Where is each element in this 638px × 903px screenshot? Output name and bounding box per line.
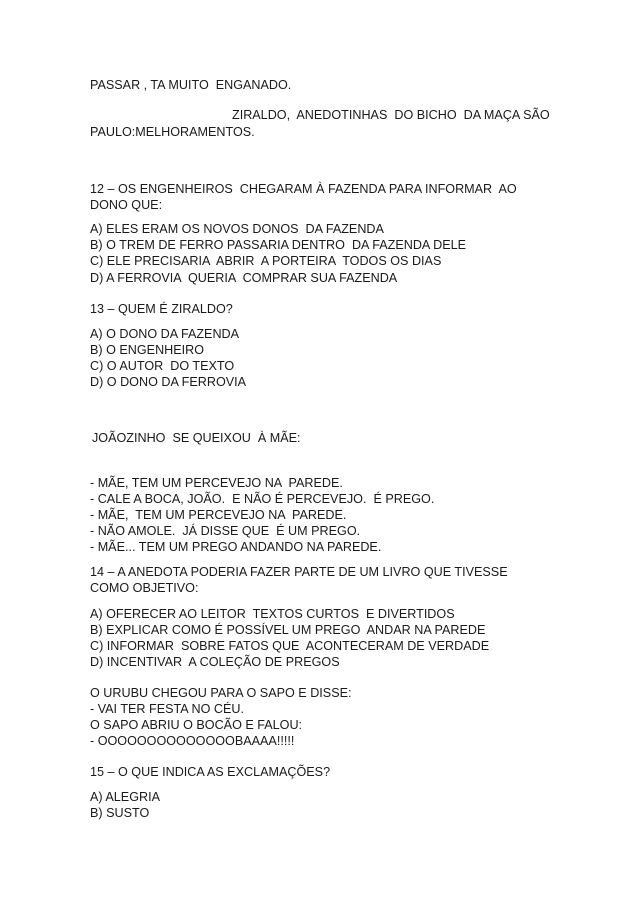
option-c: C) INFORMAR SOBRE FATOS QUE ACONTECERAM DE VERDADE [90,639,490,653]
option-d: D) INCENTIVAR A COLEÇÃO DE PREGOS [90,655,340,669]
option-a: A) O DONO DA FAZENDA [90,327,240,341]
dialogue-line: - MÃE, TEM UM PERCEVEJO NA PAREDE. [90,476,343,490]
joke-line: O URUBU CHEGOU PARA O SAPO E DISSE: [90,686,352,700]
joke-line: O SAPO ABRIU O BOCÃO E FALOU: [90,718,303,732]
question-12: 12 – OS ENGENHEIROS CHEGARAM À FAZENDA PARA INFORMAR AO [90,182,517,196]
joke-line: - VAI TER FESTA NO CÉU. [90,702,244,716]
joke-line: - OOOOOOOOOOOOOOBAAAA!!!!! [90,734,295,748]
dialogue-line: - NÃO AMOLE. JÁ DISSE QUE É UM PREGO. [90,524,361,538]
question-13: 13 – QUEM É ZIRALDO? [90,302,233,316]
question-14: 14 – A ANEDOTA PODERIA FAZER PARTE DE UM LIVRO QUE TIVESSE [90,565,508,579]
citation-line: PAULO:MELHORAMENTOS. [90,125,255,139]
option-b: B) O ENGENHEIRO [90,343,205,357]
question-14-cont: COMO OBJETIVO: [90,581,199,595]
citation-line: ZIRALDO, ANEDOTINHAS DO BICHO DA MAÇA SÃO [232,108,550,122]
option-a: A) OFERECER AO LEITOR TEXTOS CURTOS E DIVERTIDOS [90,607,455,621]
option-d: D) A FERROVIA QUERIA COMPRAR SUA FAZENDA [90,271,398,285]
dialogue-line: - MÃE... TEM UM PREGO ANDANDO NA PAREDE. [90,540,382,554]
question-12-cont: DONO QUE: [90,198,163,212]
option-d: D) O DONO DA FERROVIA [90,375,247,389]
text-line: PASSAR , TA MUITO ENGANADO. [90,78,292,92]
anecdote-title: JOÃOZINHO SE QUEIXOU À MÃE: [92,431,301,445]
dialogue-line: - MÃE, TEM UM PERCEVEJO NA PAREDE. [90,508,347,522]
dialogue-line: - CALE A BOCA, JOÃO. E NÃO É PERCEVEJO. É PREGO. [90,492,435,506]
option-b: B) O TREM DE FERRO PASSARIA DENTRO DA FAZENDA DELE [90,238,467,252]
question-15: 15 – O QUE INDICA AS EXCLAMAÇÕES? [90,765,331,779]
option-b: B) SUSTO [90,806,150,820]
option-c: C) ELE PRECISARIA ABRIR A PORTEIRA TODOS OS DIAS [90,254,442,268]
option-a: A) ELES ERAM OS NOVOS DONOS DA FAZENDA [90,222,384,236]
option-a: A) ALEGRIA [90,790,160,804]
option-c: C) O AUTOR DO TEXTO [90,359,235,373]
option-b: B) EXPLICAR COMO É POSSÍVEL UM PREGO ANDAR NA PAREDE [90,623,486,637]
